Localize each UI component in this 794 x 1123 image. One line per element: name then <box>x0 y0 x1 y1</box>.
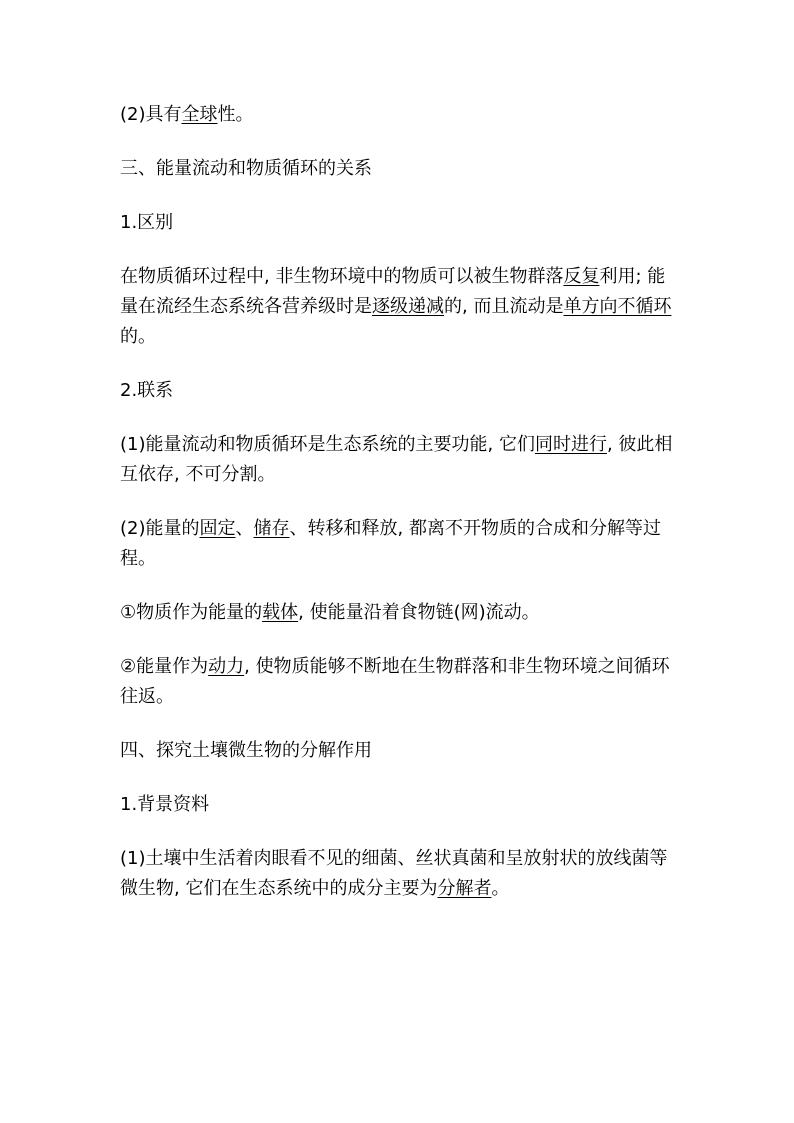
heading-text: 1.区别 <box>120 212 174 233</box>
text: ①物质作为能量的 <box>120 602 263 623</box>
text: , 彼此相互依存, 不可分割。 <box>120 434 673 485</box>
paragraph-carrier <box>120 598 680 628</box>
text: (2)具有 <box>120 104 182 125</box>
document-content <box>120 100 680 904</box>
subheading-link <box>120 376 680 406</box>
text: , 使能量沿着食物链(网)流动。 <box>298 602 540 623</box>
heading-text: 2.联系 <box>120 380 174 401</box>
section-heading-3 <box>120 154 680 184</box>
underlined-answer: 单方向不循环 <box>563 296 672 317</box>
text: 的。 <box>120 326 156 347</box>
underlined-answer: 全球 <box>181 104 218 125</box>
section-heading-4 <box>120 736 680 766</box>
heading-text: 四、探究土壤微生物的分解作用 <box>120 740 372 761</box>
text: 。 <box>491 878 510 899</box>
heading-text: 1.背景资料 <box>120 794 210 815</box>
heading-text: 三、能量流动和物质循环的关系 <box>120 158 372 179</box>
paragraph-power <box>120 652 680 712</box>
text: 利用; 能量在流经生态系统各营养级时是 <box>120 266 666 317</box>
text: 、 <box>235 518 254 539</box>
underlined-answer: 同时进行 <box>534 434 607 455</box>
underlined-answer: 固定 <box>199 518 236 539</box>
text: 在物质循环过程中, 非生物环境中的物质可以被生物群落 <box>120 266 564 287</box>
underlined-answer: 载体 <box>262 602 299 623</box>
text: ②能量作为 <box>120 656 209 677</box>
underlined-answer: 逐级递减 <box>372 296 444 317</box>
paragraph-background <box>120 844 680 904</box>
underlined-answer: 储存 <box>253 518 290 539</box>
text: 、转移和释放, 都离不开物质的合成和分解等过程。 <box>120 518 661 569</box>
paragraph-link-1 <box>120 430 680 490</box>
subheading-difference <box>120 208 680 238</box>
subheading-background <box>120 790 680 820</box>
underlined-answer: 动力 <box>208 656 245 677</box>
text: , 使物质能够不断地在生物群落和非生物环境之间循环往返。 <box>120 656 670 707</box>
text: (2)能量的 <box>120 518 200 539</box>
underlined-answer: 反复 <box>563 266 600 287</box>
paragraph-link-2 <box>120 514 680 574</box>
text: 的, 而且流动是 <box>444 296 564 317</box>
text: 性。 <box>217 104 254 125</box>
paragraph-global <box>120 100 680 130</box>
underlined-answer: 分解者 <box>437 878 492 899</box>
paragraph-difference <box>120 262 680 352</box>
text: (1)土壤中生活着肉眼看不见的细菌、丝状真菌和呈放射状的放线菌等微生物, 它们在生态系统中的成分主要为 <box>120 848 668 899</box>
text: (1)能量流动和物质循环是生态系统的主要功能, 它们 <box>120 434 535 455</box>
